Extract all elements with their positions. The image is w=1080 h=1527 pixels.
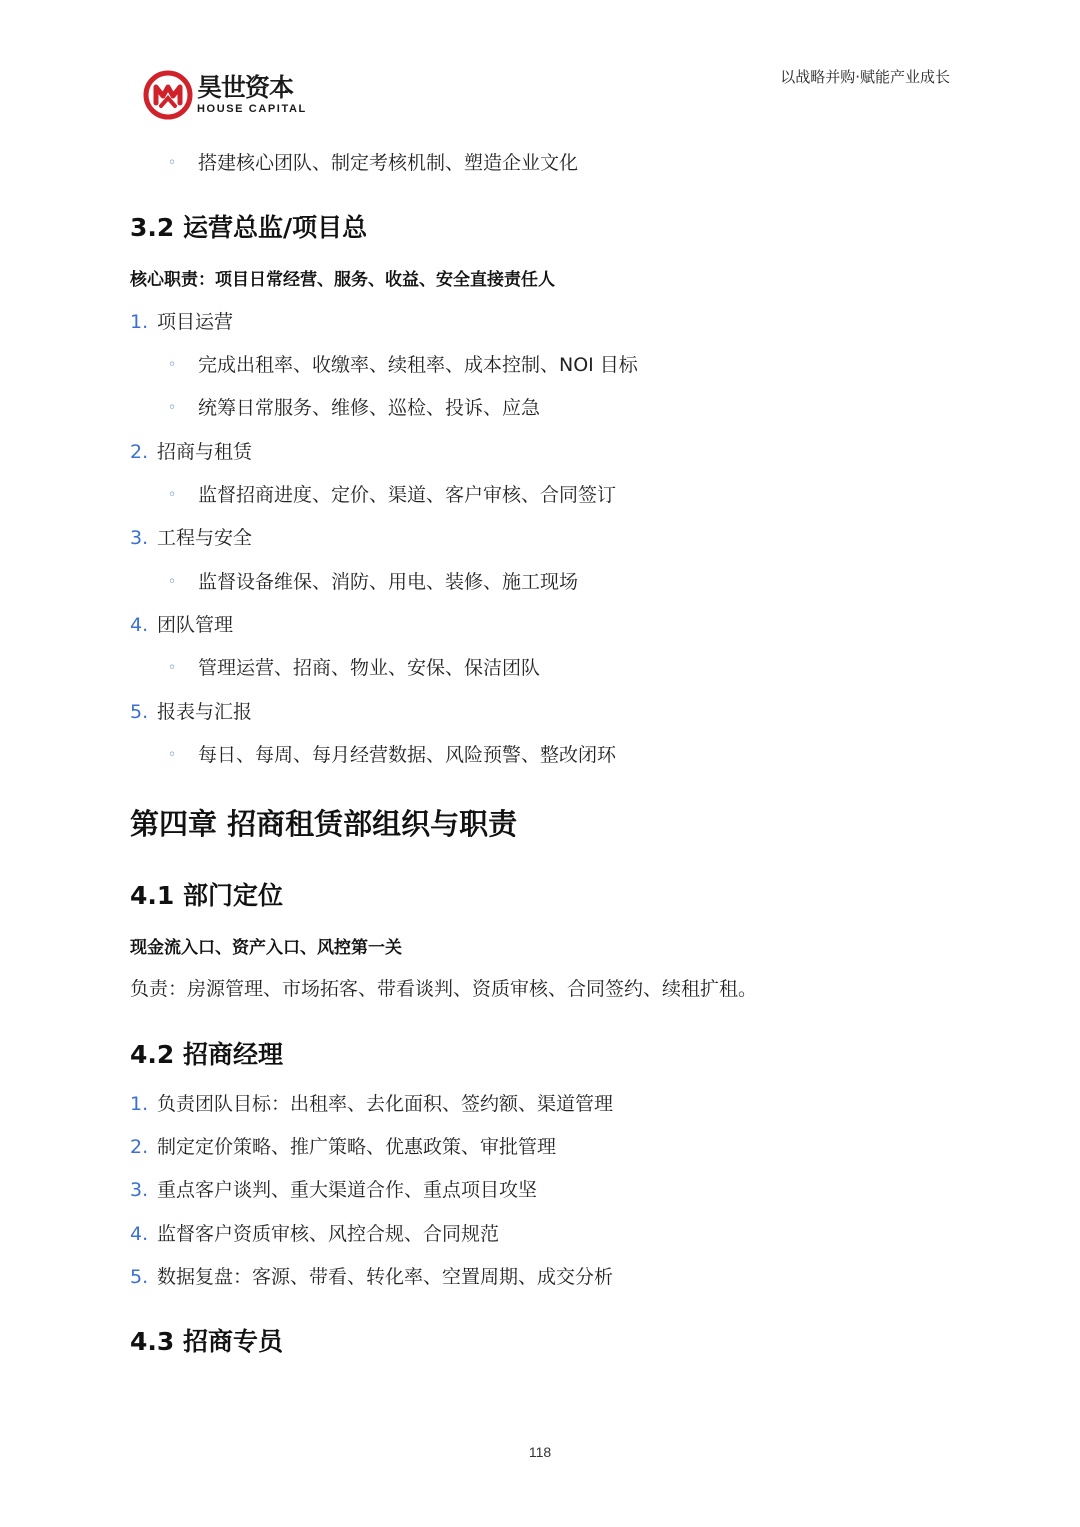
numbered-item — [130, 437, 252, 464]
numbered-item — [130, 523, 252, 550]
logo-chinese-name: 昊世资本 — [197, 73, 294, 102]
department-positioning: 现金流入口、资产入口、风控第一关 — [130, 938, 402, 958]
numbered-item — [130, 307, 233, 334]
bullet-item — [130, 148, 578, 175]
core-duty-text: 核心职责：项目日常经营、服务、收益、安全直接责任人 — [130, 270, 555, 290]
bullet-text: 统筹日常服务、维修、巡检、投诉、应急 — [198, 397, 541, 419]
numbered-item — [130, 697, 252, 724]
list-item-label: 监督客户资质审核、风控合规、合同规范 — [157, 1223, 500, 1245]
list-item-label: 招商与租赁 — [157, 441, 253, 463]
logo-english-name: HOUSE CAPITAL — [197, 103, 307, 115]
hollow-bullet-icon: ◦ — [168, 357, 177, 373]
hollow-bullet-icon: ◦ — [168, 660, 177, 676]
list-number: 2. — [130, 441, 149, 463]
hollow-bullet-icon: ◦ — [168, 487, 177, 503]
list-number: 3. — [130, 1179, 149, 1201]
list-number: 1. — [130, 311, 149, 333]
list-item-label: 制定定价策略、推广策略、优惠政策、审批管理 — [157, 1136, 557, 1158]
list-number: 1. — [130, 1093, 149, 1115]
list-item-label: 负责团队目标：出租率、去化面积、签约额、渠道管理 — [157, 1093, 614, 1115]
numbered-item — [130, 1175, 537, 1202]
list-number: 5. — [130, 701, 149, 723]
list-item-label: 工程与安全 — [157, 527, 253, 549]
list-item-label: 团队管理 — [157, 614, 234, 636]
bullet-text: 监督设备维保、消防、用电、装修、施工现场 — [198, 571, 579, 593]
page-number: 118 — [528, 1444, 552, 1460]
section-heading-4-3: 4.3 招商专员 — [130, 1327, 283, 1356]
list-number: 4. — [130, 614, 149, 636]
list-number: 2. — [130, 1136, 149, 1158]
bullet-item — [130, 480, 616, 507]
list-item-label: 项目运营 — [157, 311, 234, 333]
list-number: 4. — [130, 1223, 149, 1245]
house-capital-logo — [143, 70, 307, 120]
section-heading-4-2: 4.2 招商经理 — [130, 1040, 283, 1069]
list-number: 3. — [130, 527, 149, 549]
numbered-item — [130, 1089, 613, 1116]
bullet-item — [130, 653, 540, 680]
hollow-bullet-icon: ◦ — [168, 574, 177, 590]
numbered-item — [130, 610, 233, 637]
bullet-text: 完成出租率、收缴率、续租率、成本控制、NOI 目标 — [198, 354, 638, 376]
numbered-item — [130, 1132, 556, 1159]
bullet-item — [130, 393, 540, 420]
bullet-text: 每日、每周、每月经营数据、风险预警、整改闭环 — [198, 744, 617, 766]
list-item-label: 重点客户谈判、重大渠道合作、重点项目攻坚 — [157, 1179, 538, 1201]
bullet-text: 管理运营、招商、物业、安保、保洁团队 — [198, 657, 541, 679]
section-heading-3-2: 3.2 运营总监/项目总 — [130, 213, 368, 242]
hollow-bullet-icon: ◦ — [168, 400, 177, 416]
numbered-item — [130, 1219, 499, 1246]
list-number: 5. — [130, 1266, 149, 1288]
numbered-item — [130, 1262, 613, 1289]
bullet-item — [130, 740, 616, 767]
bullet-text: 搭建核心团队、制定考核机制、塑造企业文化 — [198, 152, 579, 174]
chapter-heading: 第四章 招商租赁部组织与职责 — [130, 807, 518, 841]
logo-emblem-icon — [143, 70, 193, 120]
bullet-item — [130, 350, 638, 377]
responsibility-paragraph: 负责：房源管理、市场拓客、带看谈判、资质审核、合同签约、续租扩租。 — [130, 978, 758, 1000]
logo-text — [197, 74, 307, 116]
list-item-label: 数据复盘：客源、带看、转化率、空置周期、成交分析 — [157, 1266, 614, 1288]
bullet-item — [130, 567, 578, 594]
list-item-label: 报表与汇报 — [157, 701, 253, 723]
page-header — [0, 0, 1080, 130]
bullet-text: 监督招商进度、定价、渠道、客户审核、合同签订 — [198, 484, 617, 506]
header-slogan: 以战略并购·赋能产业成长 — [780, 68, 950, 86]
section-heading-4-1: 4.1 部门定位 — [130, 881, 283, 910]
hollow-bullet-icon: ◦ — [168, 747, 177, 763]
hollow-bullet-icon: ◦ — [168, 155, 177, 171]
